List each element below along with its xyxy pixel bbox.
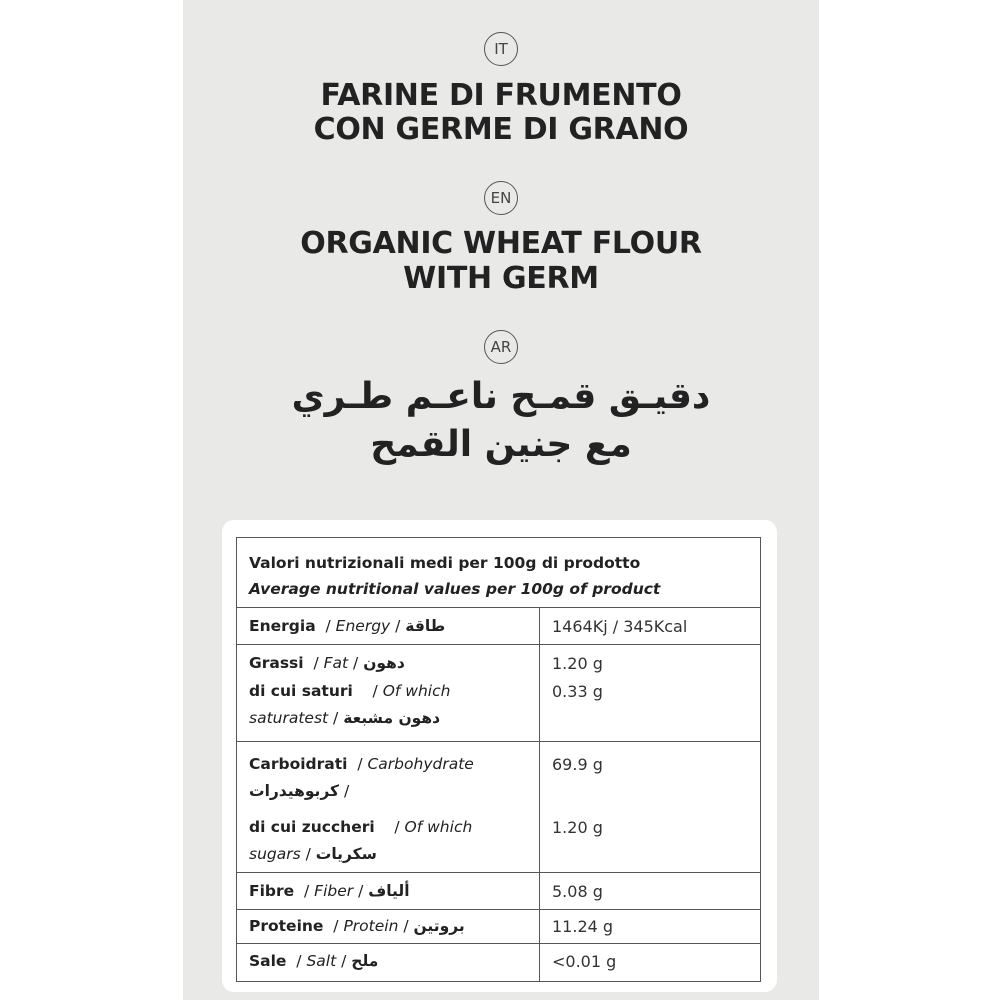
fibre-value: 5.08 g <box>552 882 603 901</box>
carbohydrate-label-arabic: كربوهيدرات / <box>249 782 350 800</box>
saturates-value: 0.33 g <box>552 682 603 701</box>
header-english: Average nutritional values per 100g of product <box>249 580 661 598</box>
table-header <box>237 538 760 608</box>
table-row-fibre <box>237 873 760 910</box>
it-language-badge: IT <box>484 32 518 66</box>
arabic-title-line-2: مع جنين القمح <box>370 424 632 465</box>
ar-language-badge: AR <box>484 330 518 364</box>
header-italian: Valori nutrizionali medi per 100g di prodotto <box>249 554 641 572</box>
carbohydrate-value: 69.9 g <box>552 755 603 774</box>
en-language-badge: EN <box>484 181 518 215</box>
energy-label: Energia / Energy / طاقة <box>249 617 446 635</box>
table-row-salt <box>237 944 760 981</box>
sugars-label: di cui zuccheri / Of which <box>249 818 473 836</box>
italian-title-line-2: CON GERME DI GRANO <box>313 112 689 147</box>
fat-value: 1.20 g <box>552 654 603 673</box>
table-row-energy <box>237 608 760 645</box>
arabic-title-line-1: دقيـق قمـح ناعـم طـري <box>291 376 711 417</box>
salt-value: <0.01 g <box>552 952 617 971</box>
protein-value: 11.24 g <box>552 917 614 936</box>
salt-label: Sale / Salt / ملح <box>249 952 379 970</box>
nutrition-table <box>236 537 761 982</box>
carbohydrate-label: Carboidrati / Carbohydrate <box>249 755 474 773</box>
table-row-carbohydrates <box>237 742 760 873</box>
protein-label: Proteine / Protein / بروتين <box>249 917 465 935</box>
sugars-label-line-2: sugars / سكريات <box>249 845 377 863</box>
saturates-label-line-2: saturatest / دهون مشبعة <box>249 709 441 727</box>
saturates-label: di cui saturi / Of which <box>249 682 451 700</box>
energy-value: 1464Kj / 345Kcal <box>552 617 688 636</box>
italian-title-line-1: FARINE DI FRUMENTO <box>320 78 682 113</box>
english-title-line-2: WITH GERM <box>403 261 599 296</box>
fat-label: Grassi / Fat / دهون <box>249 654 405 672</box>
table-row-protein <box>237 910 760 944</box>
table-row-fat <box>237 645 760 742</box>
english-title-line-1: ORGANIC WHEAT FLOUR <box>300 226 702 261</box>
fibre-label: Fibre / Fiber / ألياف <box>249 882 410 900</box>
sugars-value: 1.20 g <box>552 818 603 837</box>
